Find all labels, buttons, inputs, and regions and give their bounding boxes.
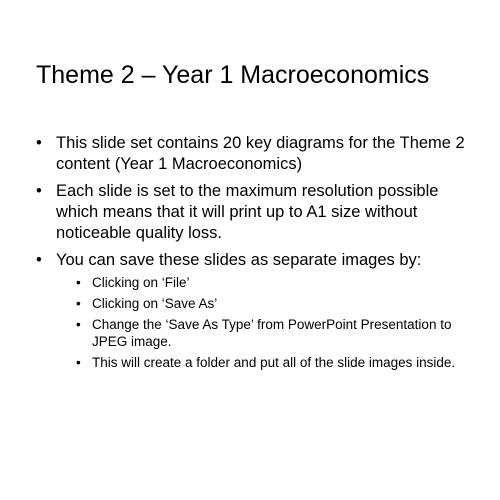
sub-bullet-text: Clicking on ‘File’	[92, 275, 190, 290]
bullet-item	[36, 181, 476, 244]
bullet-icon: •	[36, 134, 42, 152]
sub-bullet-icon: •	[76, 296, 81, 311]
sub-bullet-icon: •	[76, 355, 81, 370]
sub-bullet-text: Clicking on ‘Save As’	[92, 296, 218, 311]
sub-bullet-item	[76, 354, 476, 371]
bullet-list	[36, 133, 476, 371]
sub-bullet-item	[76, 274, 476, 291]
sub-bullet-list	[56, 274, 476, 371]
sub-bullet-text: Change the ‘Save As Type’ from PowerPoint Presentation to JPEG image.	[92, 317, 452, 349]
bullet-item	[36, 133, 476, 175]
sub-bullet-icon: •	[76, 275, 81, 290]
bullet-text: Each slide is set to the maximum resolution possible which means that it will print up to A1 size without noticeable quality loss.	[56, 182, 439, 242]
slide-body	[36, 133, 476, 377]
sub-bullet-text: This will create a folder and put all of the slide images inside.	[92, 355, 456, 370]
bullet-icon: •	[36, 182, 42, 200]
bullet-text: You can save these slides as separate images by:	[56, 251, 422, 269]
sub-bullet-icon: •	[76, 317, 81, 332]
bullet-icon: •	[36, 251, 42, 269]
bullet-item	[36, 250, 476, 371]
slide-title: Theme 2 – Year 1 Macroeconomics	[36, 61, 430, 89]
sub-bullet-item	[76, 295, 476, 312]
sub-bullet-item	[76, 316, 476, 350]
bullet-text: This slide set contains 20 key diagrams for the Theme 2 content (Year 1 Macroeconomics)	[56, 134, 465, 173]
